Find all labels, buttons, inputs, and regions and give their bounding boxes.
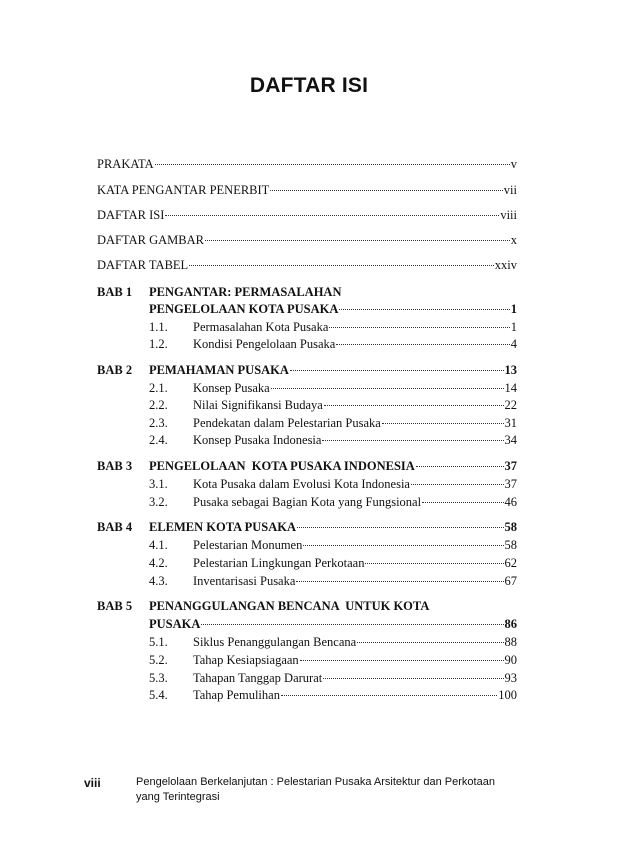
leader-dots xyxy=(271,388,504,389)
toc-section-1-2[interactable] xyxy=(149,336,517,353)
entry-page: x xyxy=(510,233,517,247)
leader-dots xyxy=(339,309,509,310)
leader-dots xyxy=(323,678,503,679)
toc-chapter-1[interactable] xyxy=(149,301,517,318)
entry-page: 22 xyxy=(504,398,517,412)
toc-section-5-4[interactable] xyxy=(149,687,517,704)
section-label: Tahap Pemulihan xyxy=(193,688,280,702)
entry-page: 100 xyxy=(498,688,517,702)
entry-page: 1 xyxy=(510,302,517,316)
entry-page: xxiv xyxy=(494,258,517,272)
section-number: 5.1. xyxy=(149,635,168,649)
leader-dots xyxy=(189,265,494,266)
leader-dots xyxy=(165,215,499,216)
entry-label: PRAKATA xyxy=(97,157,154,171)
entry-page: 37 xyxy=(504,477,517,491)
section-number: 5.3. xyxy=(149,671,168,685)
toc-section-2-1[interactable] xyxy=(149,380,517,397)
entry-page: 88 xyxy=(504,635,517,649)
leader-dots xyxy=(416,466,504,467)
leader-dots xyxy=(365,563,503,564)
leader-dots xyxy=(155,164,510,165)
section-label: Konsep Pusaka Indonesia xyxy=(193,433,322,447)
toc-entry-daftar-gambar[interactable] xyxy=(97,232,517,249)
toc-section-5-2[interactable] xyxy=(149,652,517,669)
toc-section-3-1[interactable] xyxy=(149,476,517,493)
entry-page: 93 xyxy=(504,671,517,685)
section-label: Siklus Penanggulangan Bencana xyxy=(193,635,357,649)
chapter-title: PEMAHAMAN PUSAKA xyxy=(149,363,289,377)
entry-page: 90 xyxy=(504,653,517,667)
leader-dots xyxy=(422,502,503,503)
section-label: Kondisi Pengelolaan Pusaka xyxy=(193,337,336,351)
section-label: Pendekatan dalam Pelestarian Pusaka xyxy=(193,416,381,430)
toc-entry-daftar-isi[interactable] xyxy=(97,207,517,224)
entry-page: 46 xyxy=(504,495,517,509)
section-number: 3.2. xyxy=(149,495,168,509)
section-label: Nilai Signifikansi Budaya xyxy=(193,398,323,412)
section-number: 2.3. xyxy=(149,416,168,430)
section-label: Inventarisasi Pusaka xyxy=(193,574,296,588)
entry-page: 14 xyxy=(504,381,517,395)
toc-section-2-2[interactable] xyxy=(149,397,517,414)
section-number: 2.4. xyxy=(149,433,168,447)
leader-dots xyxy=(303,545,503,546)
section-label: Pelestarian Lingkungan Perkotaan xyxy=(193,556,365,570)
leader-dots xyxy=(329,327,509,328)
chapter-number: BAB 4 xyxy=(97,520,133,534)
section-label: Permasalahan Kota Pusaka xyxy=(193,320,329,334)
section-label: Tahapan Tanggap Darurat xyxy=(193,671,323,685)
entry-label: DAFTAR TABEL xyxy=(97,258,189,272)
leader-dots xyxy=(300,660,504,661)
toc-chapter-3[interactable] xyxy=(149,458,517,475)
entry-page: 62 xyxy=(504,556,517,570)
entry-page: 58 xyxy=(504,538,517,552)
toc-section-4-1[interactable] xyxy=(149,537,517,554)
section-label: Pusaka sebagai Bagian Kota yang Fungsional xyxy=(193,495,422,509)
section-label: Pelestarian Monumen xyxy=(193,538,303,552)
leader-dots xyxy=(324,405,504,406)
toc-section-2-4[interactable] xyxy=(149,432,517,449)
chapter-number: BAB 2 xyxy=(97,363,133,377)
chapter-number: BAB 1 xyxy=(97,285,133,299)
toc-section-2-3[interactable] xyxy=(149,415,517,432)
toc-section-5-3[interactable] xyxy=(149,670,517,687)
toc-chapter-5[interactable] xyxy=(149,616,517,633)
leader-dots xyxy=(290,370,504,371)
section-number: 1.2. xyxy=(149,337,168,351)
entry-page: 31 xyxy=(504,416,517,430)
entry-page: 34 xyxy=(504,433,517,447)
toc-chapter-4[interactable] xyxy=(149,519,517,536)
entry-page: 4 xyxy=(510,337,517,351)
entry-label: DAFTAR ISI xyxy=(97,208,165,222)
toc-entry-prakata[interactable] xyxy=(97,156,517,173)
leader-dots xyxy=(382,423,504,424)
section-number: 5.2. xyxy=(149,653,168,667)
chapter-title-line2: PUSAKA xyxy=(149,617,201,631)
entry-label: KATA PENGANTAR PENERBIT xyxy=(97,183,270,197)
entry-page: 58 xyxy=(504,520,517,534)
chapter-title-line1: PENANGGULANGAN BENCANA UNTUK KOTA xyxy=(149,599,430,613)
toc-chapter-2[interactable] xyxy=(149,362,517,379)
page-title: DAFTAR ISI xyxy=(249,74,369,97)
chapter-title-line1: PENGANTAR: PERMASALAHAN xyxy=(149,285,342,299)
leader-dots xyxy=(336,344,509,345)
section-number: 1.1. xyxy=(149,320,168,334)
entry-label: DAFTAR GAMBAR xyxy=(97,233,205,247)
footer-page-number: viii xyxy=(84,776,101,790)
toc-entry-kata-pengantar[interactable] xyxy=(97,182,517,199)
section-number: 4.1. xyxy=(149,538,168,552)
section-label: Tahap Kesiapsiagaan xyxy=(193,653,299,667)
leader-dots xyxy=(281,695,497,696)
section-number: 5.4. xyxy=(149,688,168,702)
toc-section-3-2[interactable] xyxy=(149,494,517,511)
leader-dots xyxy=(205,240,510,241)
entry-page: 86 xyxy=(504,617,517,631)
section-number: 2.2. xyxy=(149,398,168,412)
toc-section-4-2[interactable] xyxy=(149,555,517,572)
entry-page: vii xyxy=(503,183,517,197)
leader-dots xyxy=(322,440,503,441)
chapter-title: ELEMEN KOTA PUSAKA xyxy=(149,520,297,534)
toc-entry-daftar-tabel[interactable] xyxy=(97,257,517,274)
chapter-number: BAB 3 xyxy=(97,459,133,473)
entry-page: v xyxy=(510,157,517,171)
section-label: Konsep Pusaka xyxy=(193,381,270,395)
entry-page: 67 xyxy=(504,574,517,588)
toc-section-1-1[interactable] xyxy=(149,319,517,336)
leader-dots xyxy=(270,190,502,191)
leader-dots xyxy=(296,581,503,582)
entry-page: 37 xyxy=(504,459,517,473)
toc-section-5-1[interactable] xyxy=(149,634,517,651)
entry-page: 1 xyxy=(510,320,517,334)
section-label: Kota Pusaka dalam Evolusi Kota Indonesia xyxy=(193,477,410,491)
leader-dots xyxy=(357,642,503,643)
leader-dots xyxy=(411,484,504,485)
footer-book-title: Pengelolaan Berkelanjutan : Pelestarian Pusaka Arsitektur dan Perkotaan yang Terintegrasi xyxy=(136,776,495,803)
chapter-title: PENGELOLAAN KOTA PUSAKA INDONESIA xyxy=(149,459,415,473)
section-number: 2.1. xyxy=(149,381,168,395)
chapter-title-line2: PENGELOLAAN KOTA PUSAKA xyxy=(149,302,339,316)
entry-page: 13 xyxy=(504,363,517,377)
chapter-number: BAB 5 xyxy=(97,599,133,613)
leader-dots xyxy=(297,527,503,528)
leader-dots xyxy=(201,624,503,625)
entry-page: viii xyxy=(500,208,517,222)
section-number: 4.2. xyxy=(149,556,168,570)
section-number: 3.1. xyxy=(149,477,168,491)
section-number: 4.3. xyxy=(149,574,168,588)
toc-section-4-3[interactable] xyxy=(149,573,517,590)
